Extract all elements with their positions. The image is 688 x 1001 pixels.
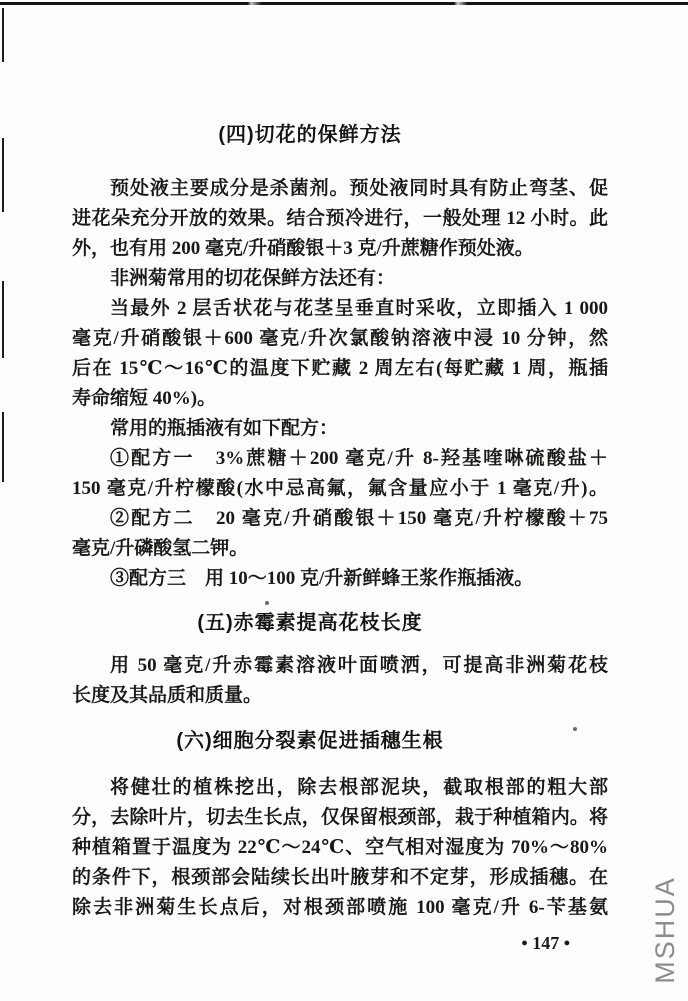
text-line: 寿命缩短 40%)。 xyxy=(72,388,217,409)
text-line: 分，去除叶片，切去生长点，仅保留根颈部，栽于种植箱内。将 xyxy=(72,807,608,828)
text-line: 长度及其品质和质量。 xyxy=(72,685,263,706)
page-number: • 147 • xyxy=(521,933,570,953)
paragraph xyxy=(72,651,608,711)
text-column xyxy=(72,0,608,955)
paragraph-recipe-2 xyxy=(72,504,608,564)
text-line: 非洲菊常用的切花保鲜方法还有： xyxy=(110,268,396,289)
paragraph-recipe-1 xyxy=(72,444,608,504)
heading-section-5: (五)赤霉素提高花枝长度 xyxy=(197,612,423,634)
page-left-scan-edge xyxy=(2,138,4,212)
paragraph-recipe-3 xyxy=(72,564,608,594)
paragraph xyxy=(72,264,608,294)
text-line: 常用的瓶插液有如下配方： xyxy=(110,418,339,439)
paragraph xyxy=(72,174,608,264)
page-left-scan-edge xyxy=(2,8,4,62)
text-line: 的条件下，根颈部会陆续长出叶腋芽和不定芽，形成插穗。在 xyxy=(72,867,608,888)
text-line: 进花朵充分开放的效果。结合预冷进行，一般处理 12 小时。此 xyxy=(72,208,608,229)
heading-section-4: (四)切花的保鲜方法 xyxy=(218,124,402,146)
text-line: ②配方二 20 毫克/升硝酸银＋150 毫克/升柠檬酸＋75 xyxy=(110,508,608,529)
text-line: 后在 15℃～16℃的温度下贮藏 2 周左右(每贮藏 1 周，瓶插 xyxy=(72,358,608,379)
text-line: 外，也有用 200 毫克/升硝酸银＋3 克/升蔗糖作预处液。 xyxy=(72,238,534,259)
text-line: 毫克/升磷酸氢二钾。 xyxy=(72,538,249,559)
paragraph xyxy=(72,414,608,444)
text-line: 当最外 2 层舌状花与花茎呈垂直时采收，立即插入 1 000 xyxy=(110,298,608,319)
text-line: 除去非洲菊生长点后，对根颈部喷施 100 毫克/升 6-苄基氨 xyxy=(72,897,608,918)
text-line: 预处液主要成分是杀菌剂。预处液同时具有防止弯茎、促 xyxy=(110,178,608,199)
text-line: 毫克/升硝酸银＋600 毫克/升次氯酸钠溶液中浸 10 分钟，然 xyxy=(72,328,608,349)
text-line: ①配方一 3%蔗糖＋200 毫克/升 8-羟基喹啉硫酸盐＋ xyxy=(110,448,608,469)
text-line: 用 50 毫克/升赤霉素溶液叶面喷洒，可提高非洲菊花枝 xyxy=(110,655,608,676)
page-left-scan-edge xyxy=(2,412,4,482)
page-left-scan-edge xyxy=(2,281,4,358)
heading-section-6: (六)细胞分裂素促进插穗生根 xyxy=(176,730,444,752)
text-line: 150 毫克/升柠檬酸(水中忌高氟，氟含量应小于 1 毫克/升)。 xyxy=(72,478,608,499)
text-line: ③配方三 用 10～100 克/升新鲜蜂王浆作瓶插液。 xyxy=(110,568,534,589)
paragraph xyxy=(72,773,608,923)
text-line: 种植箱置于温度为 22℃～24℃、空气相对湿度为 70%～80% xyxy=(72,837,608,858)
paragraph xyxy=(72,294,608,414)
text-line: 将健壮的植株挖出，除去根部泥块，截取根部的粗大部 xyxy=(110,777,608,798)
watermark: MSHUA xyxy=(649,876,680,984)
